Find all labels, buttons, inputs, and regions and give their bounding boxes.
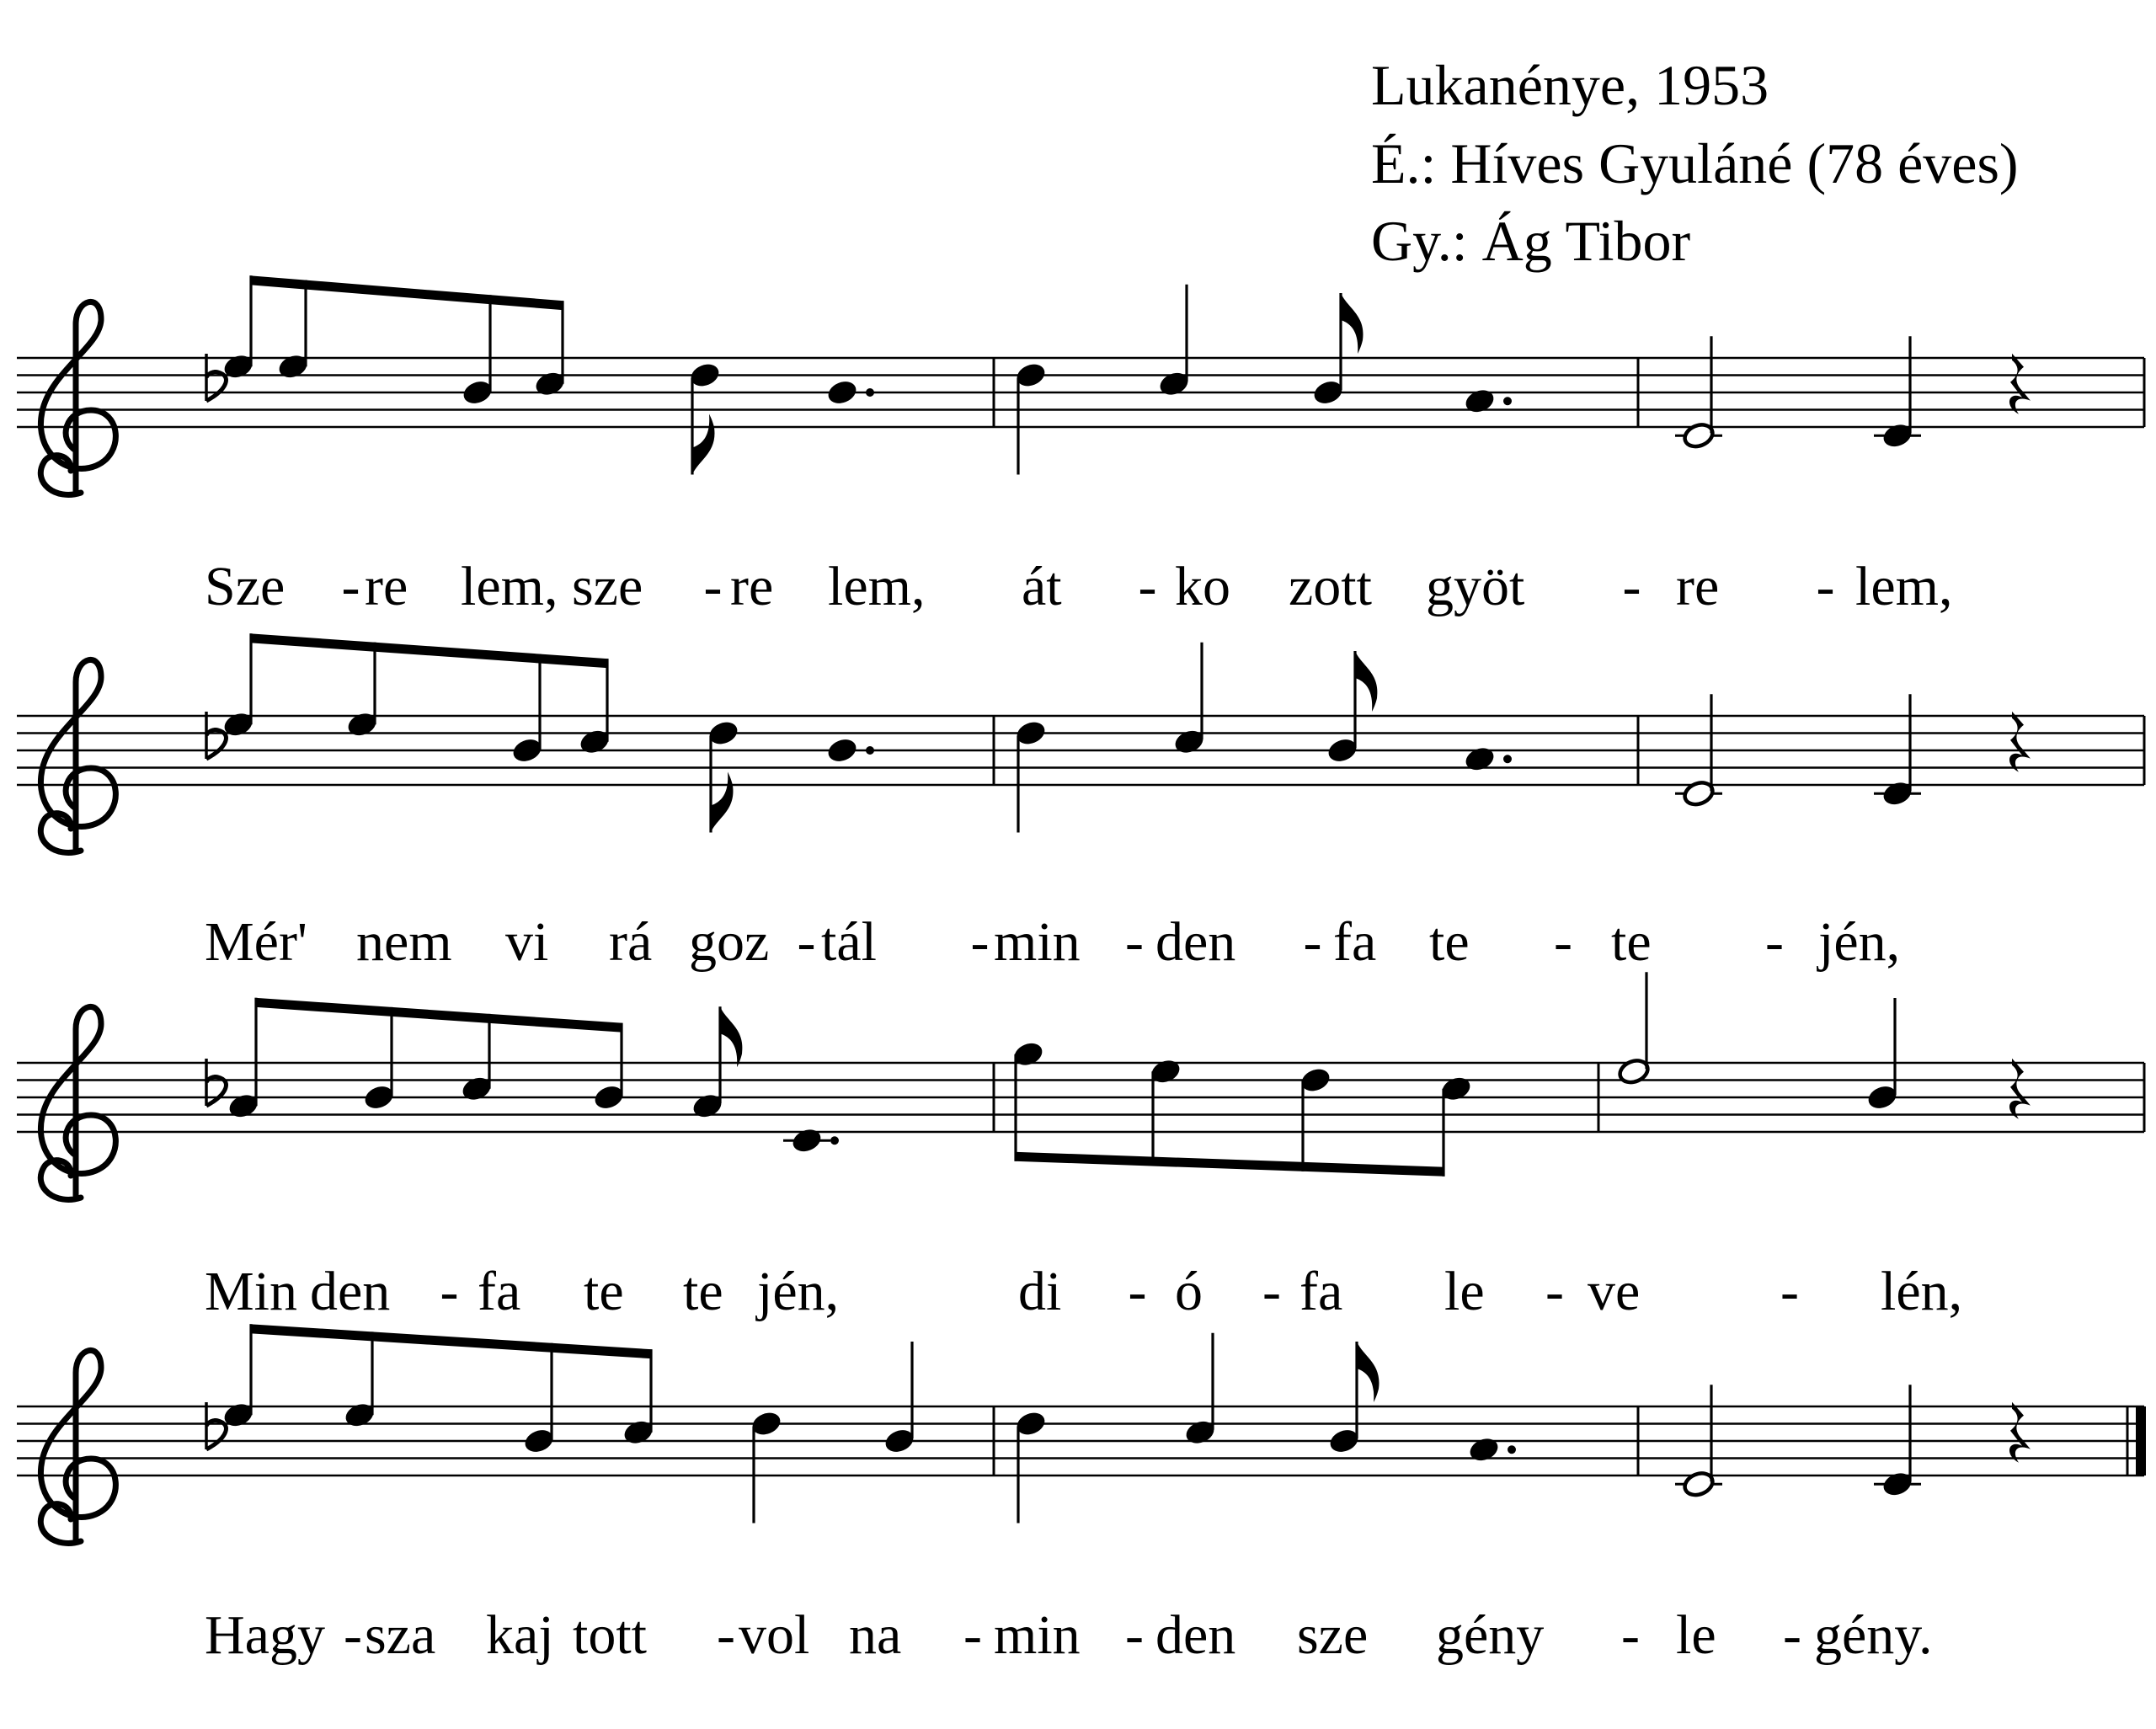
lyric-syllable: min xyxy=(994,911,1081,973)
lyric-hyphen: - xyxy=(1780,1261,1799,1322)
lyric-line xyxy=(205,911,1900,973)
lyric-syllable: vi xyxy=(505,911,549,973)
augmentation-dot xyxy=(1503,755,1512,763)
lyric-syllable: fa xyxy=(478,1261,521,1322)
eighth-flag xyxy=(1357,1342,1379,1402)
eighth-flag xyxy=(720,1006,742,1067)
lyric-hyphen: - xyxy=(1765,911,1784,973)
lyric-syllable: nem xyxy=(356,911,452,973)
lyric-syllable: lén, xyxy=(1881,1261,1963,1322)
lyric-syllable: te xyxy=(1429,911,1470,973)
lyric-syllable: te xyxy=(584,1261,624,1322)
lyric-hyphen: - xyxy=(1783,1604,1801,1666)
augmentation-dot xyxy=(830,1136,839,1145)
lyric-syllable: min xyxy=(994,1604,1081,1666)
lyric-hyphen: - xyxy=(797,911,816,973)
lyric-syllable: le xyxy=(1676,1604,1716,1666)
lyric-syllable: te xyxy=(1611,911,1652,973)
lyric-syllable: fa xyxy=(1333,911,1377,973)
lyric-syllable: jén, xyxy=(757,1261,840,1322)
lyric-hyphen: - xyxy=(1262,1261,1281,1322)
quarter-rest xyxy=(2009,354,2031,414)
lyric-syllable: lem, xyxy=(461,556,558,617)
lyric-syllable: re xyxy=(1676,556,1720,617)
lyric-syllable: re xyxy=(365,556,408,617)
note-head xyxy=(1463,744,1497,774)
beam xyxy=(250,275,564,310)
note-head xyxy=(825,378,860,408)
lyric-syllable: le xyxy=(1444,1261,1485,1322)
lyric-syllable: fa xyxy=(1299,1261,1343,1322)
lyric-syllable: tál xyxy=(821,911,877,973)
credit-performer: É.: Híves Gyuláné (78 éves) xyxy=(1371,131,2019,195)
lyric-hyphen: - xyxy=(341,556,360,617)
augmentation-dot xyxy=(866,388,874,397)
augmentation-dot xyxy=(1508,1445,1516,1454)
lyric-hyphen: - xyxy=(1816,556,1835,617)
lyric-syllable: át xyxy=(1022,556,1062,617)
lyric-hyphen: - xyxy=(1128,1261,1147,1322)
lyric-syllable: den xyxy=(310,1261,391,1322)
lyric-hyphen: - xyxy=(970,911,990,973)
lyric-syllable: re xyxy=(730,556,774,617)
lyric-syllable: ó xyxy=(1175,1261,1203,1322)
lyric-syllable: zott xyxy=(1289,556,1372,617)
lyric-syllable: sza xyxy=(365,1604,436,1666)
lyric-syllable: den xyxy=(1155,1604,1236,1666)
note-head xyxy=(1467,1435,1502,1465)
lyric-syllable: sze xyxy=(572,556,643,617)
lyric-syllable: tott xyxy=(573,1604,648,1666)
credit-collector: Gy.: Ág Tibor xyxy=(1371,209,1691,273)
eighth-flag xyxy=(711,772,733,833)
lyric-syllable: te xyxy=(683,1261,723,1322)
lyric-syllable: gény. xyxy=(1814,1604,1933,1666)
lyric-syllable: lem, xyxy=(1855,556,1953,617)
beam xyxy=(250,633,609,668)
quarter-rest xyxy=(2009,1402,2031,1463)
note-head xyxy=(825,736,860,766)
lyric-syllable: ko xyxy=(1175,556,1230,617)
note-head xyxy=(790,1126,825,1155)
lyric-hyphen: - xyxy=(1545,1261,1564,1322)
quarter-rest xyxy=(2009,1059,2031,1119)
lyric-hyphen: - xyxy=(1125,911,1144,973)
treble-clef xyxy=(40,302,115,494)
treble-clef xyxy=(40,1006,115,1199)
beam xyxy=(250,1324,653,1358)
lyric-syllable: goz xyxy=(689,911,770,973)
quarter-rest xyxy=(2009,712,2031,772)
staff-system xyxy=(17,972,2144,1322)
lyric-syllable: lem, xyxy=(828,556,926,617)
lyric-hyphen: - xyxy=(440,1261,459,1322)
lyric-syllable: kaj xyxy=(486,1604,554,1666)
lyric-line xyxy=(205,556,1952,617)
lyric-syllable: jén, xyxy=(1818,911,1901,973)
lyric-syllable: gyöt xyxy=(1426,556,1525,617)
lyric-hyphen: - xyxy=(1621,1604,1640,1666)
staff-system xyxy=(17,1324,2146,1666)
eighth-flag xyxy=(1341,293,1363,354)
lyric-hyphen: - xyxy=(1138,556,1157,617)
lyric-hyphen: - xyxy=(963,1604,982,1666)
treble-clef xyxy=(40,1350,115,1543)
lyric-syllable: Min xyxy=(205,1261,298,1322)
lyric-hyphen: - xyxy=(703,556,723,617)
lyric-syllable: na xyxy=(849,1604,902,1666)
beam xyxy=(1015,1152,1445,1177)
lyric-hyphen: - xyxy=(1303,911,1322,973)
lyric-syllable: gény xyxy=(1436,1604,1545,1666)
lyric-hyphen: - xyxy=(1554,911,1572,973)
lyric-syllable: rá xyxy=(609,911,653,973)
eighth-flag xyxy=(692,414,714,475)
lyric-syllable: Sze xyxy=(205,556,286,617)
lyric-hyphen: - xyxy=(1622,556,1641,617)
lyric-hyphen: - xyxy=(717,1604,735,1666)
lyric-syllable: Mér' xyxy=(205,911,307,973)
credit-place-year: Lukanénye, 1953 xyxy=(1371,53,1769,117)
lyric-hyphen: - xyxy=(344,1604,362,1666)
final-barline-thick xyxy=(2136,1406,2146,1476)
lyric-syllable: vol xyxy=(739,1604,810,1666)
lyric-syllable: sze xyxy=(1297,1604,1369,1666)
staff-system xyxy=(17,633,2144,973)
staff-system xyxy=(17,275,2144,617)
treble-clef xyxy=(40,659,115,852)
lyric-line xyxy=(205,1604,1933,1666)
augmentation-dot xyxy=(1503,397,1512,405)
lyric-line xyxy=(205,1261,1962,1322)
note-head xyxy=(1463,387,1497,416)
lyric-syllable: den xyxy=(1155,911,1236,973)
lyric-syllable: ve xyxy=(1588,1261,1641,1322)
lyric-syllable: di xyxy=(1018,1261,1062,1322)
augmentation-dot xyxy=(866,746,874,755)
lyric-syllable: Hagy xyxy=(205,1604,325,1666)
lyric-hyphen: - xyxy=(1125,1604,1144,1666)
beam xyxy=(255,998,623,1033)
eighth-flag xyxy=(1355,651,1377,712)
